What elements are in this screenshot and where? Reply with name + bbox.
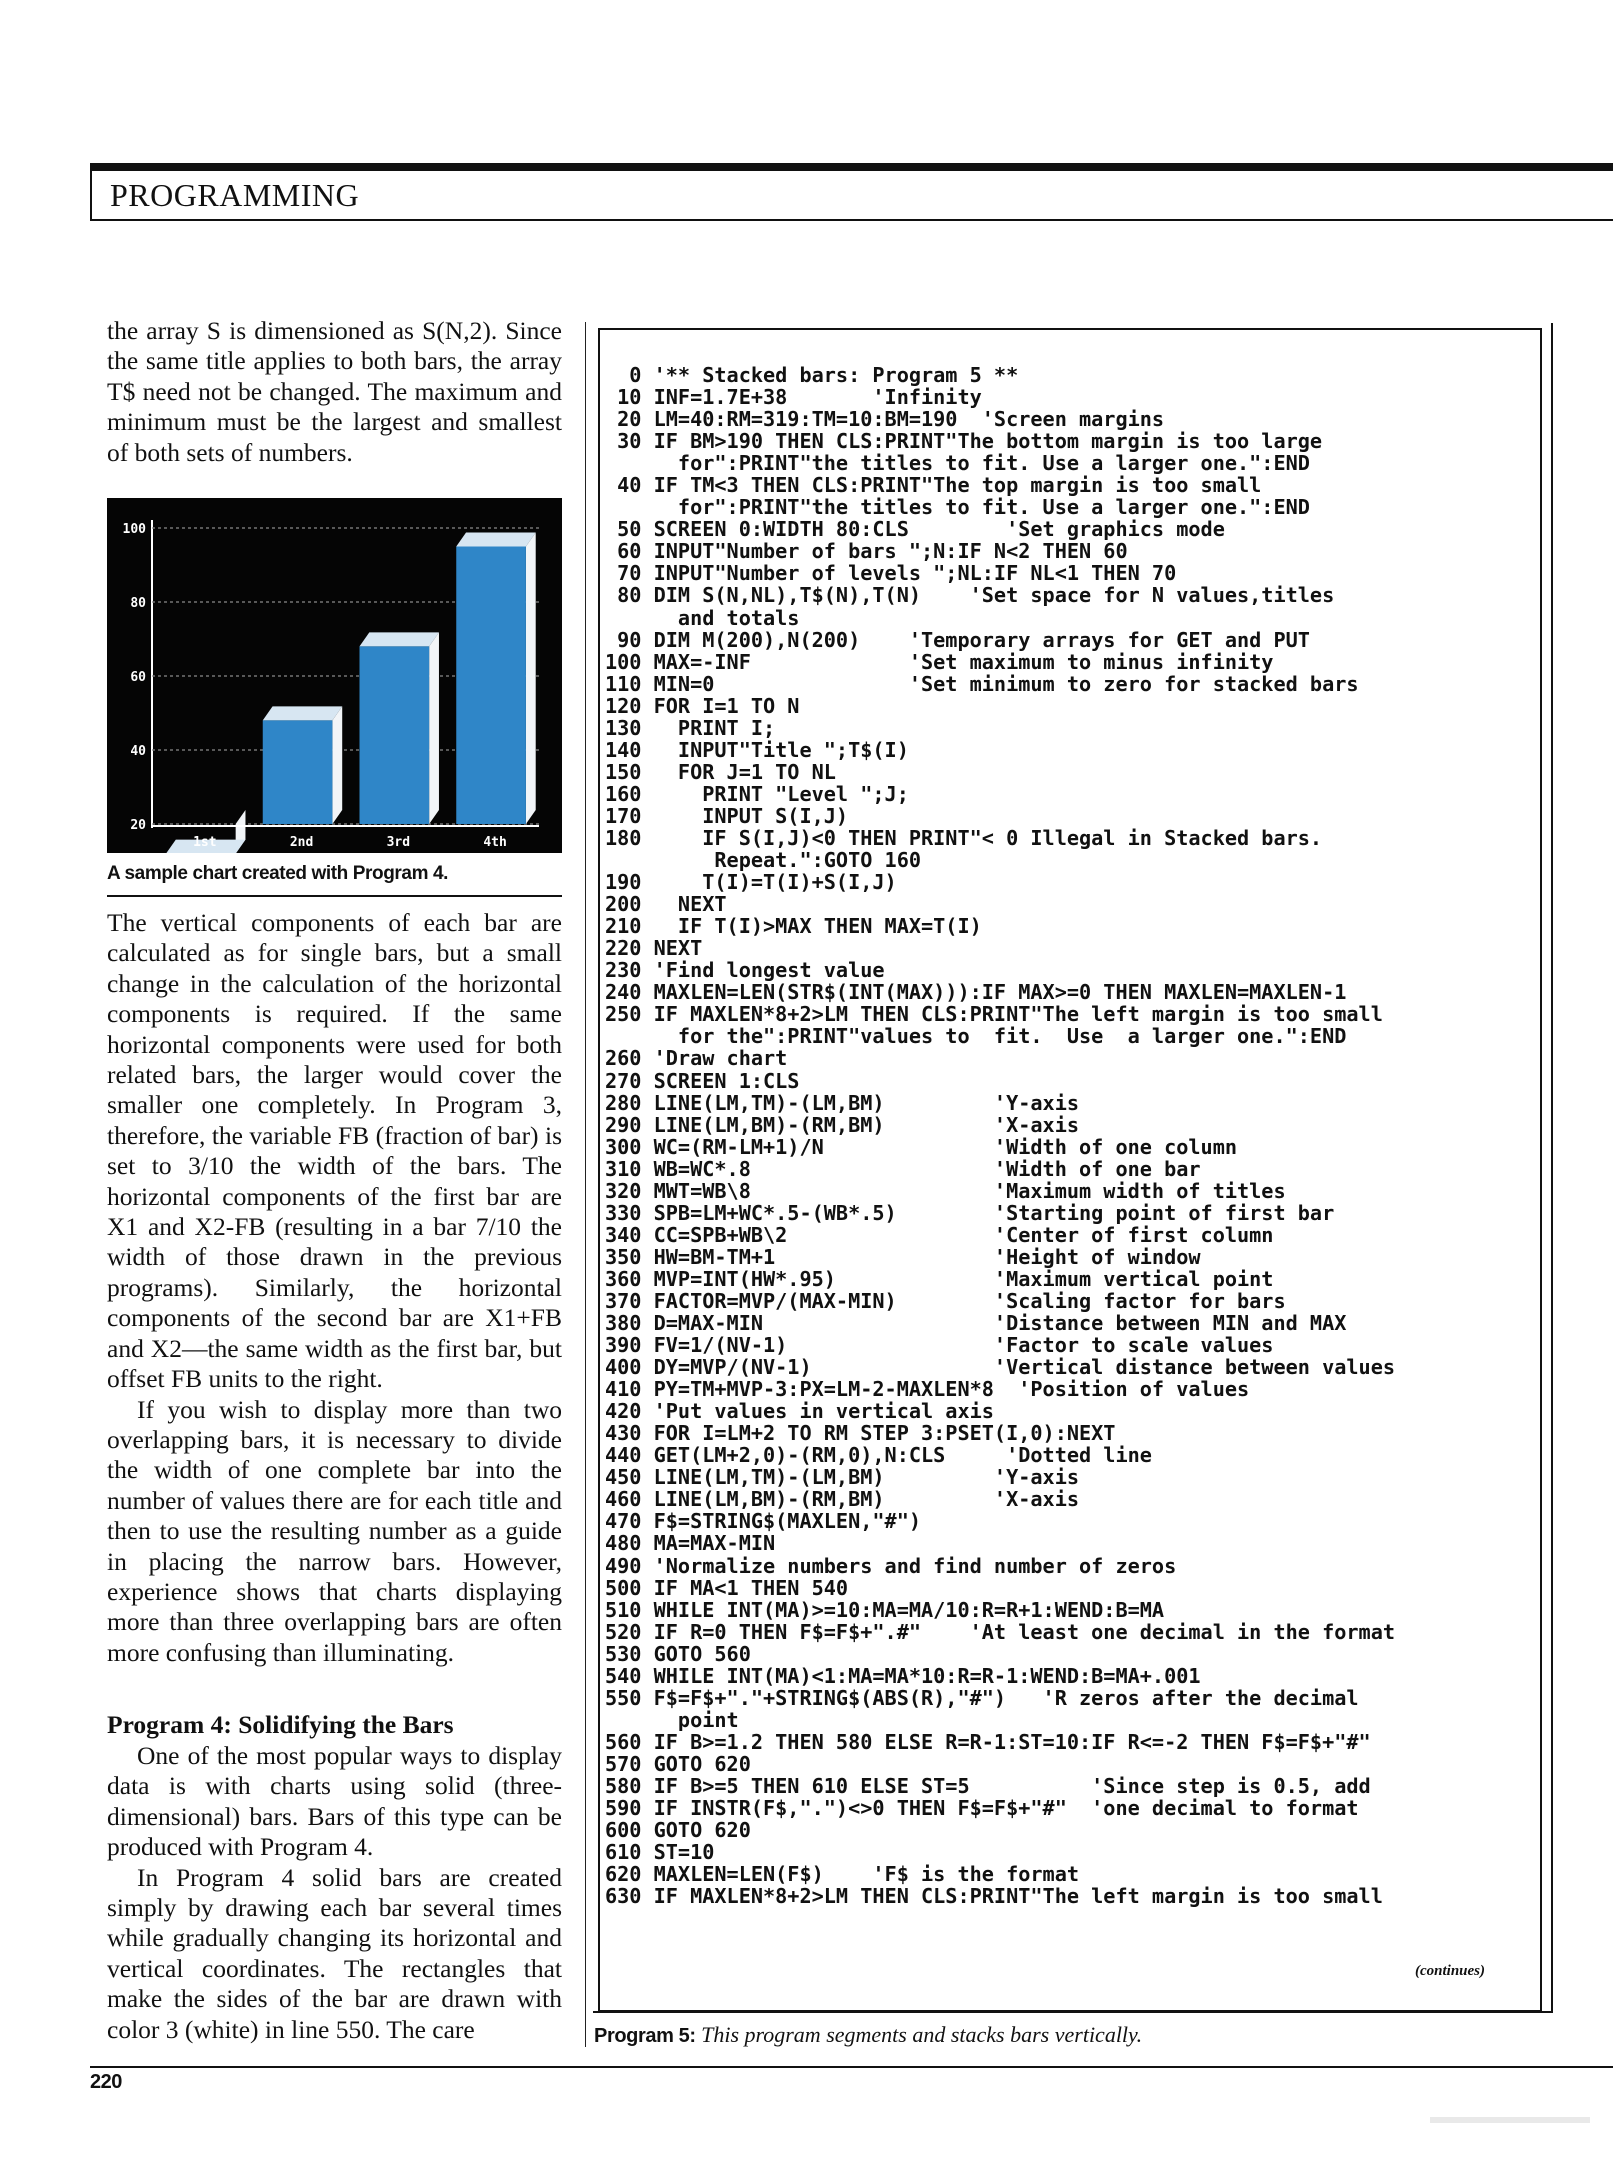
code-line: 260 'Draw chart [605,1046,788,1071]
left-column-intro [107,316,562,468]
y-tick-label: 60 [130,670,146,685]
sample-bar-chart [107,498,562,853]
code-line: 430 FOR I=LM+2 TO RM STEP 3:PSET(I,0):NEXT [605,1421,1116,1446]
code-line: and totals [677,605,800,630]
code-line: 360 MVP=INT(HW*.95) 'Maximum vertical point [605,1266,1274,1291]
bar-top-face [456,533,535,547]
code-line: 140 INPUT"Title ";T$(I) [605,737,909,762]
program-caption [594,2022,1142,2048]
code-line: 120 FOR I=1 TO N [605,693,800,718]
code-line: 70 INPUT"Number of levels ";NL:IF NL<1 THEN 70 [617,561,1177,586]
code-line: 130 PRINT I; [605,715,776,740]
code-line: 190 T(I)=T(I)+S(I,J) [605,870,897,895]
code-line: 210 IF T(I)>MAX THEN MAX=T(I) [605,914,982,939]
program-listing [605,364,1395,1907]
column-divider [585,322,586,2047]
code-line: 230 'Find longest value [605,958,885,983]
code-line: 600 GOTO 620 [605,1818,751,1843]
program-caption-text: This program segments and stacks bars vertically. [701,2022,1143,2047]
sample-chart-figure [107,498,562,853]
y-tick-label: 40 [130,744,146,759]
page-number: 220 [90,2071,122,2093]
subheading: Program 4: Solidifying the Bars [107,1710,454,1739]
program-caption-label: Program 5: [594,2025,696,2047]
code-line: 350 HW=BM-TM+1 'Height of window [605,1244,1201,1269]
code-line: 550 F$=F$+"."+STRING$(ABS(R),"#") 'R zeros after the decimal [605,1685,1359,1710]
code-line: 300 WC=(RM-LM+1)/N 'Width of one column [605,1134,1238,1159]
code-line: 410 PY=TM+MVP-3:PX=LM-2-MAXLEN*8 'Position of values [605,1377,1250,1402]
code-line: 330 SPB=LM+WC*.5-(WB*.5) 'Starting point of first bar [605,1200,1335,1225]
code-line: 400 DY=MVP/(NV-1) 'Vertical distance between values [605,1355,1396,1380]
code-line: 510 WHILE INT(MA)>=10:MA=MA/10:R=R+1:WEND:B=MA [605,1597,1165,1622]
code-line: 440 GET(LM+2,0)-(RM,0),N:CLS 'Dotted line [605,1443,1152,1468]
code-line: 90 DIM M(200),N(200) 'Temporary arrays for GET and PUT [617,627,1310,652]
code-line: 110 MIN=0 'Set minimum to zero for stacked bars [605,671,1359,696]
code-line: 460 LINE(LM,BM)-(RM,BM) 'X-axis [605,1487,1080,1512]
intro-paragraph: the array S is dimensioned as S(N,2). Since the same title applies to both bars, the array T$ need not be changed. The maximum and minimum must be the largest and smallest of both sets of numbers. [107,316,562,467]
code-line: 610 ST=10 [605,1840,715,1865]
y-tick-label: 100 [122,522,146,537]
code-line: 310 WB=WC*.8 'Width of one bar [605,1156,1201,1181]
code-line: 50 SCREEN 0:WIDTH 80:CLS 'Set graphics mode [617,517,1225,542]
code-line: 540 WHILE INT(MA)<1:MA=MA*10:R=R-1:WEND:B=MA+.001 [605,1663,1201,1688]
footer-rule [90,2066,1613,2068]
x-tick-label: 4th [483,835,507,850]
code-line: 280 LINE(LM,TM)-(LM,BM) 'Y-axis [605,1090,1080,1115]
code-line: 60 INPUT"Number of bars ";N:IF N<2 THEN 60 [617,539,1128,564]
code-line: 560 IF B>=1.2 THEN 580 ELSE R=R-1:ST=10:IF R<=-2 THEN F$=F$+"#" [605,1729,1371,1754]
code-line: 500 IF MA<1 THEN 540 [605,1575,849,1600]
code-line: 390 FV=1/(NV-1) 'Factor to scale values [605,1333,1274,1358]
body-paragraph-4: In Program 4 solid bars are created simply by drawing each bar several times while gradually changing its horizontal and vertical coordinates. The rectangles that make the sides of the bar are drawn with color 3 (white) in line 550. The care [107,1862,562,2044]
bar [263,720,333,824]
code-line: 340 CC=SPB+WB\2 'Center of first column [605,1222,1274,1247]
bar [360,646,430,824]
code-line: 40 IF TM<3 THEN CLS:PRINT"The top margin is too small [617,473,1262,498]
code-line: 200 NEXT [605,892,727,917]
y-tick-label: 20 [130,818,146,833]
code-line: 80 DIM S(N,NL),T$(N),T(N) 'Set space for N values,titles [617,583,1335,608]
code-line: 250 IF MAXLEN*8+2>LM THEN CLS:PRINT"The left margin is too small [605,1002,1383,1027]
code-line: for":PRINT"the titles to fit. Use a larger one.":END [677,451,1310,476]
bar-top-face [263,706,342,720]
scan-artifact [1430,2117,1590,2123]
code-line: 160 PRINT "Level ";J; [605,781,909,806]
body-paragraph-1: The vertical components of each bar are calculated as for single bars, but a small change in the calculation of the horizontal components is required. If the same horizontal components were used for both related bars, the larger would cover the smaller one completely. In Program 3, therefore, the variable FB (fraction of bar) is set to 3/10 the width of the bars. The horizontal components of the first bar are X1 and X2-FB (resulting in a bar 7/10 the width of those drawn in the previous programs). Similarly, the horizontal components of the second bar are X1+FB and X2—the same width as the first bar, but offset FB units to the right. [107,908,562,1394]
code-line: 240 MAXLEN=LEN(STR$(INT(MAX))):IF MAX>=0 THEN MAXLEN=MAXLEN-1 [605,980,1347,1005]
x-tick-label: 1st [193,835,217,850]
code-line: 470 F$=STRING$(MAXLEN,"#") [605,1509,922,1534]
body-paragraph-2: If you wish to display more than two overlapping bars, it is necessary to divide the width of one complete bar into the number of values there are for each title and then to use the resulting number as a guide in placing the narrow bars. However, experience shows that charts displaying more than three overlapping bars are often more confusing than illuminating. [107,1394,562,1667]
code-line: 30 IF BM>190 THEN CLS:PRINT"The bottom margin is too large [617,429,1323,454]
section-header [90,171,1613,219]
body-paragraph-3: One of the most popular ways to display data is with charts using solid (three-dimensional) bars. Bars of this type can be produced with Program 4. [107,1741,562,1862]
code-line: 10 INF=1.7E+38 'Infinity [617,385,982,410]
code-line: 490 'Normalize numbers and find number of zeros [605,1553,1177,1578]
code-line: 380 D=MAX-MIN 'Distance between MIN and MAX [605,1311,1347,1336]
bar [456,547,526,825]
bar-side-face [526,533,536,825]
code-line: 180 IF S(I,J)<0 THEN PRINT"< 0 Illegal in Stacked bars. [605,825,1323,850]
caption-rule [107,895,562,897]
code-line: 590 IF INSTR(F$,".")<>0 THEN F$=F$+"#" 'one decimal to format [605,1796,1359,1821]
code-line: 520 IF R=0 THEN F$=F$+".#" 'At least one decimal in the format [605,1619,1396,1644]
x-tick-label: 3rd [386,835,411,850]
code-line: 20 LM=40:RM=319:TM=10:BM=190 'Screen margins [617,407,1165,432]
left-column-body [107,908,562,1668]
bar-top-face [360,632,439,646]
figure-caption: A sample chart created with Program 4. [107,863,448,884]
left-column-section [107,1709,562,2045]
code-line: 100 MAX=-INF 'Set maximum to minus infinity [605,649,1274,674]
code-line: 580 IF B>=5 THEN 610 ELSE ST=5 'Since step is 0.5, add [605,1774,1371,1798]
code-line: 290 LINE(LM,BM)-(RM,BM) 'X-axis [605,1112,1080,1137]
code-line: 370 FACTOR=MVP/(MAX-MIN) 'Scaling factor for bars [605,1288,1286,1313]
code-line: 270 SCREEN 1:CLS [605,1068,800,1093]
code-line: 620 MAXLEN=LEN(F$) 'F$ is the format [605,1862,1080,1887]
code-line: 630 IF MAXLEN*8+2>LM THEN CLS:PRINT"The left margin is too small [605,1884,1383,1909]
code-line: 570 GOTO 620 [605,1751,751,1776]
header-top-rule [90,163,1613,171]
code-line: 480 MA=MAX-MIN [605,1531,776,1556]
code-line: 420 'Put values in vertical axis [605,1399,994,1424]
code-line: 170 INPUT S(I,J) [605,803,849,828]
code-line: 0 '** Stacked bars: Program 5 ** [629,363,1019,387]
x-tick-label: 2nd [289,835,314,850]
bar-side-face [429,632,439,824]
code-line: point [677,1707,739,1732]
code-line: 450 LINE(LM,TM)-(LM,BM) 'Y-axis [605,1465,1080,1490]
code-line: 220 NEXT [605,936,703,961]
y-tick-label: 80 [130,596,146,611]
code-line: 320 MWT=WB\8 'Maximum width of titles [605,1178,1286,1203]
bar-side-face [332,706,342,824]
continues-note: (continues) [1415,1963,1486,1979]
code-line: for":PRINT"the titles to fit. Use a larger one.":END [677,495,1310,520]
code-line: for the":PRINT"values to fit. Use a larger one.":END [677,1024,1347,1049]
section-title: PROGRAMMING [110,177,360,213]
header-bottom-rule [90,219,1613,221]
code-line: 530 GOTO 560 [605,1641,751,1666]
code-line: Repeat.":GOTO 160 [714,848,922,873]
code-line: 150 FOR J=1 TO NL [605,759,836,784]
